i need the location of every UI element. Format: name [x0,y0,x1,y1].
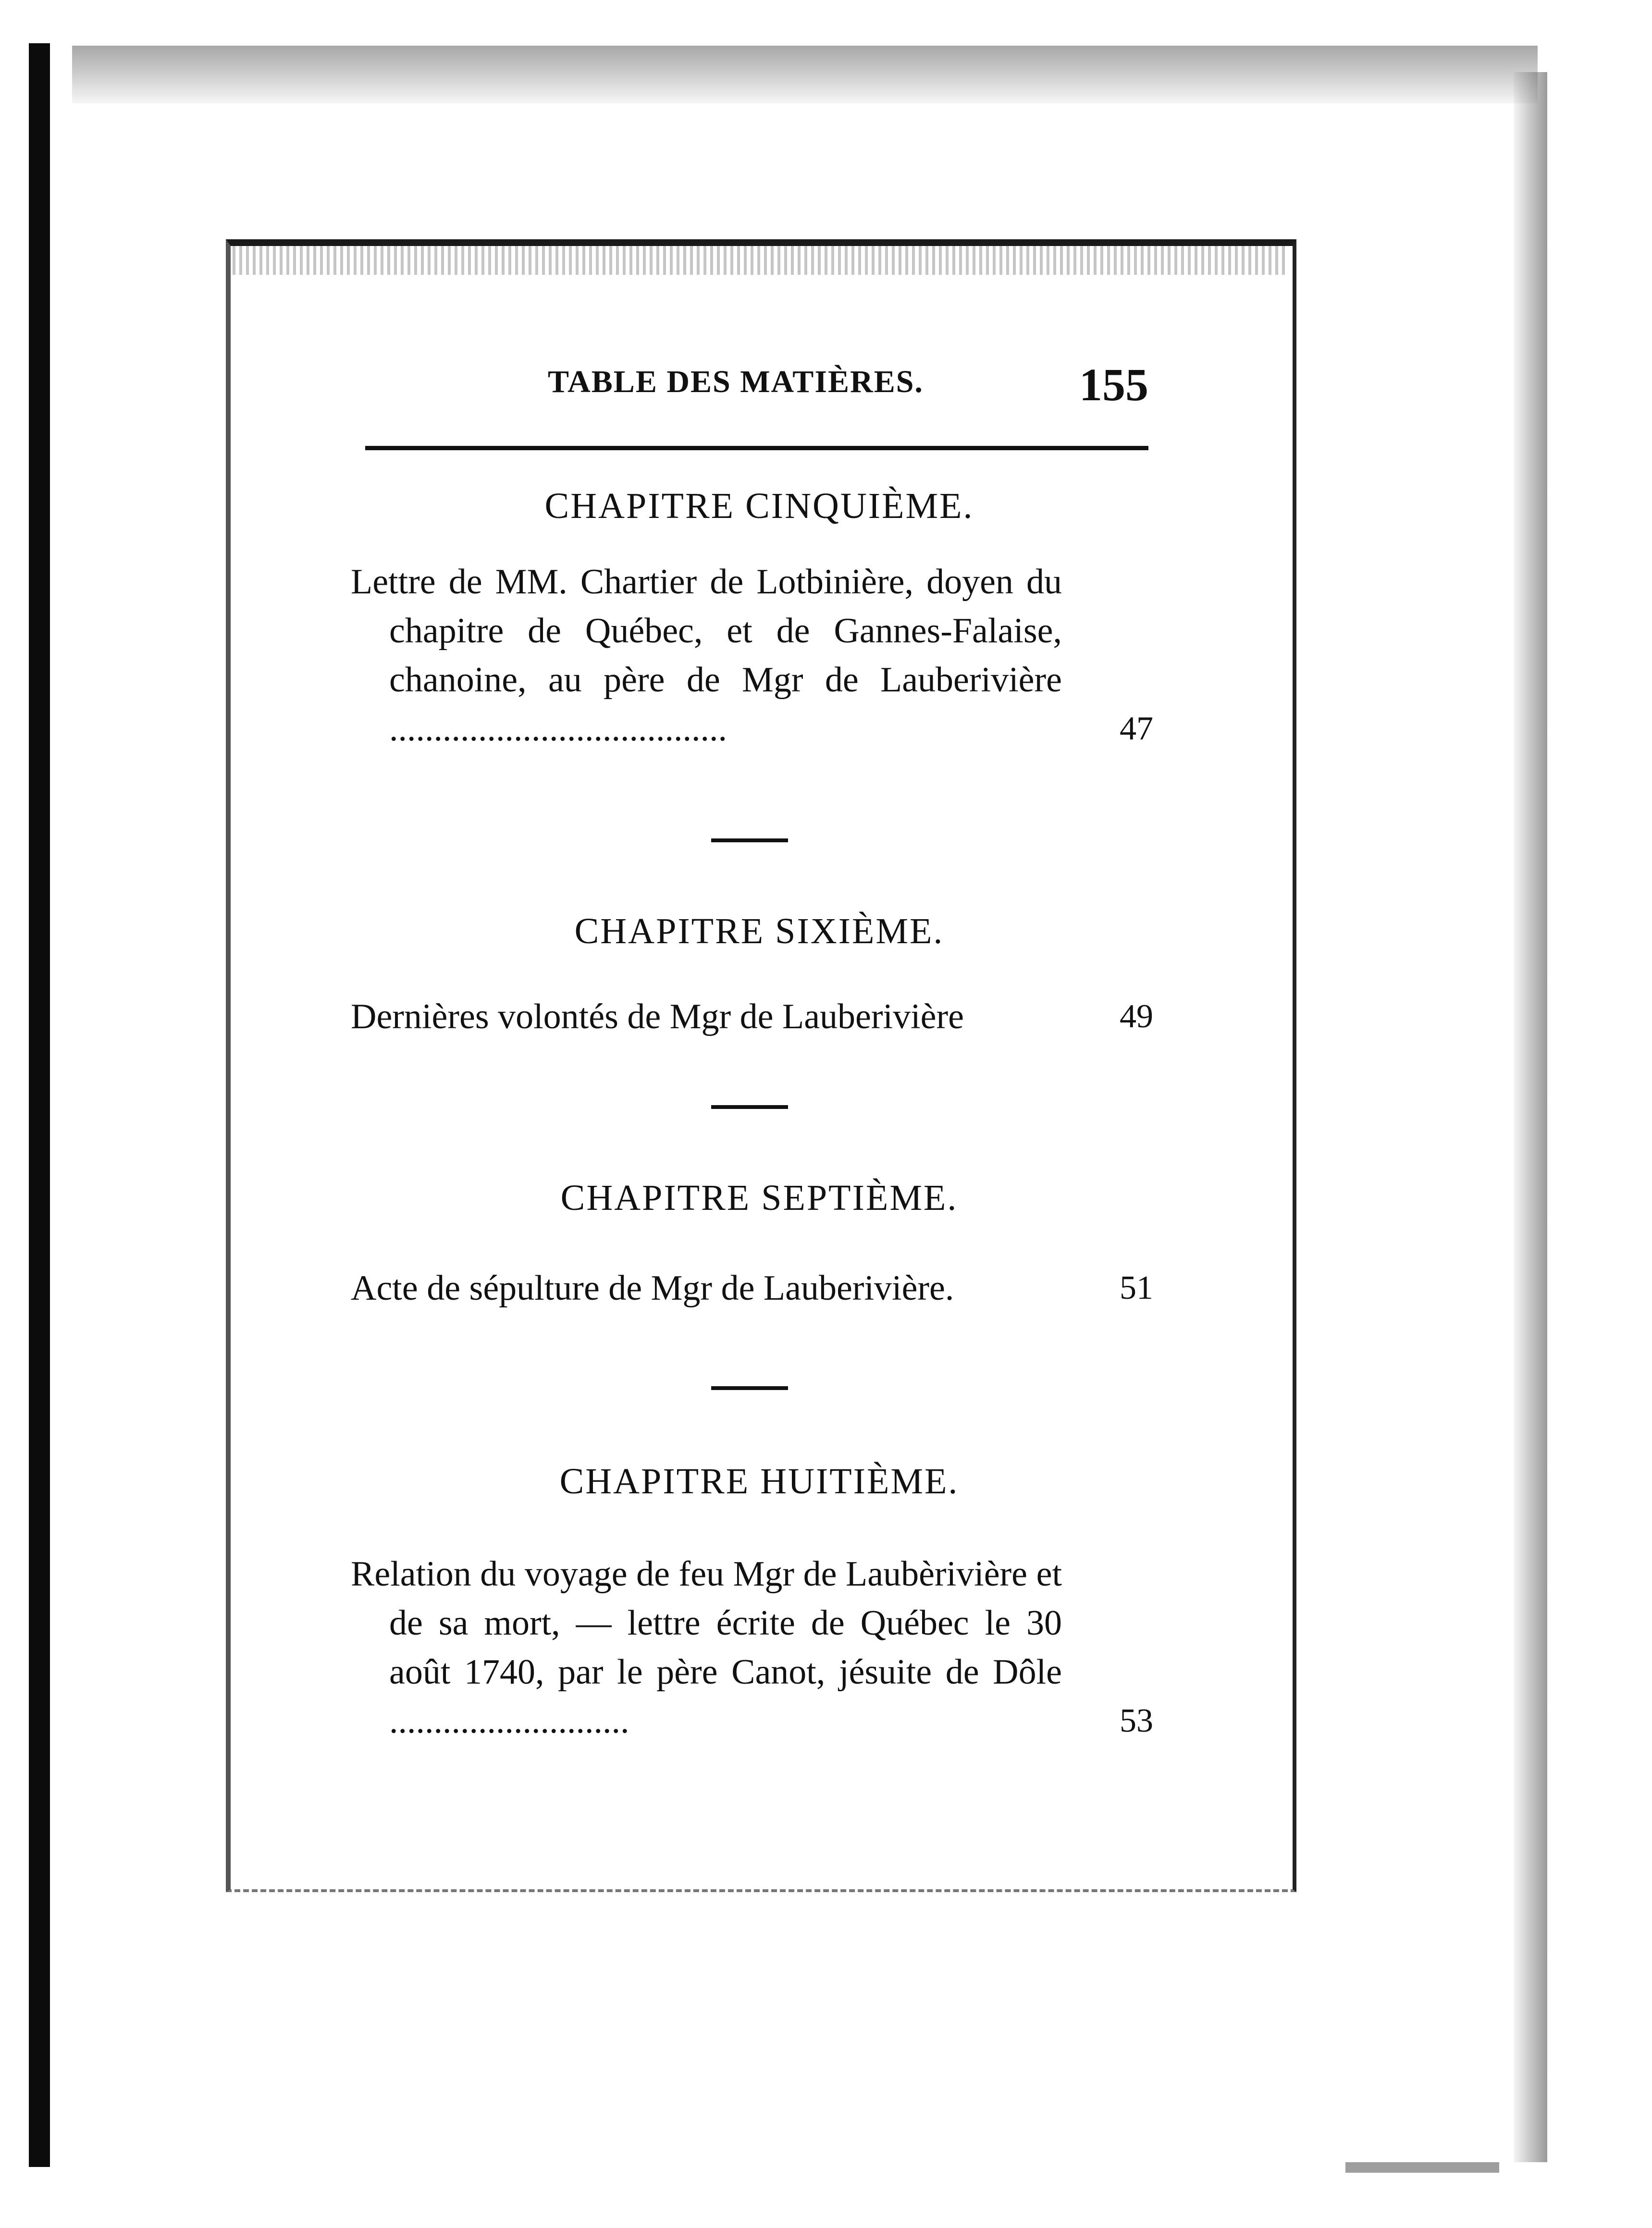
toc-entry-page: 51 [1120,1269,1153,1306]
toc-entry-text: Dernières volontés de Mgr de Lauberivière [351,997,964,1036]
header-rule [365,446,1148,450]
chapter-heading-7: CHAPITRE SEPTIÈME. [560,1178,958,1218]
section-dash [711,1105,788,1109]
scan-right-shadow [1514,72,1547,2162]
toc-entry-page: 53 [1120,1702,1153,1739]
scan-smudge [1345,2162,1499,2173]
toc-entry-6 [351,992,1153,1041]
frame-grain [233,246,1288,275]
section-dash [711,1386,788,1390]
toc-entry-text: Relation du voyage de feu Mgr de Laubèrivière et de sa mort, — lettre écrite de Québec le 30 août 1740, par le père Canot, jésuite de Dôle ........................... [351,1554,1062,1741]
toc-entry-5 [351,557,1153,753]
toc-entry-7 [351,1264,1153,1313]
chapter-heading-6: CHAPITRE SIXIÈME. [574,911,944,951]
toc-entry-page: 49 [1120,998,1153,1035]
toc-entry-text: Lettre de MM. Chartier de Lotbinière, doyen du chapitre de Québec, et de Gannes-Falaise, chanoine, au père de Mgr de Lauberivière ...................................... [351,562,1062,749]
chapter-heading-8: CHAPITRE HUITIÈME. [559,1461,959,1502]
chapter-heading-5: CHAPITRE CINQUIÈME. [544,486,974,526]
book-spine-shadow [29,43,50,2167]
toc-entry-page: 47 [1120,710,1153,747]
running-title: TABLE DES MATIÈRES. [548,364,924,399]
scan-top-shadow [72,46,1538,103]
running-head [365,358,1148,410]
page-number: 155 [1079,359,1148,410]
toc-entry-8 [351,1550,1153,1746]
section-dash [711,838,788,842]
toc-entry-text: Acte de sépulture de Mgr de Lauberivière. [351,1268,954,1308]
